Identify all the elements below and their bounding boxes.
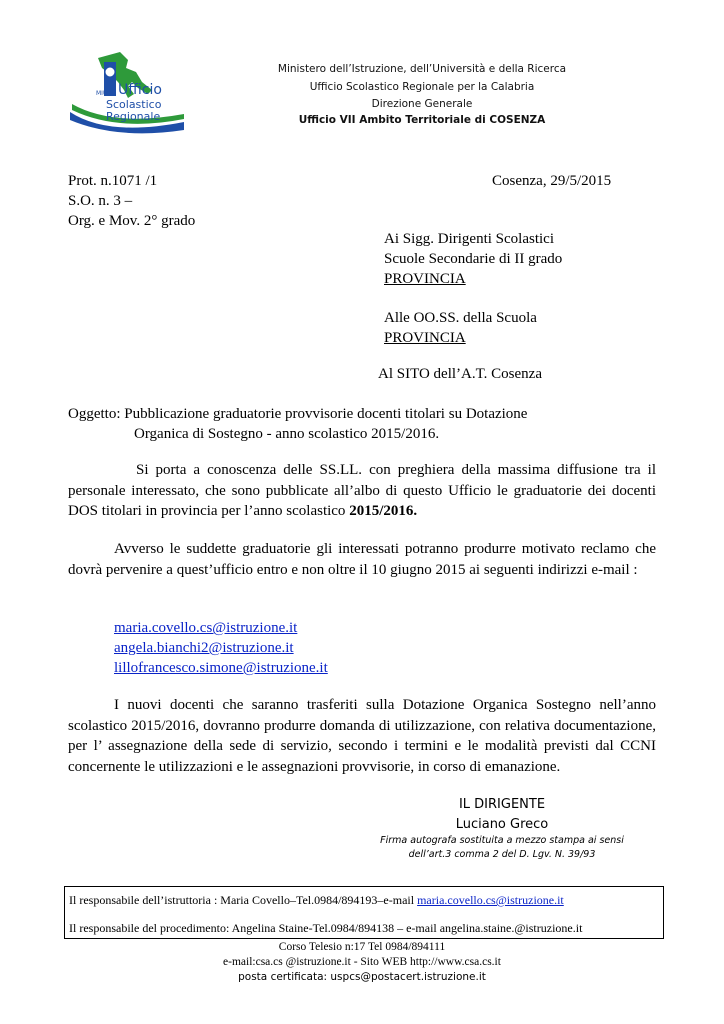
- logo-line3: Regionale: [106, 110, 161, 123]
- responsibles-box: [64, 886, 664, 939]
- header-ambito: Ufficio VII Ambito Territoriale di COSENZA: [298, 114, 546, 126]
- logo-line1: Ufficio: [118, 82, 162, 98]
- paragraph-reclamo-text: Avverso le suddette graduatorie gli interessati potranno produrre motivato reclamo che dovrà pervenire a quest’ufficio entro e non oltre il 10 giugno 2015 ai seguenti indirizzi e-mail :: [68, 541, 656, 578]
- header-office: Ufficio Scolastico Regionale per la Calabria: [309, 81, 535, 93]
- responsible-istruttoria-email[interactable]: maria.covello.cs@istruzione.it: [417, 893, 564, 907]
- subject-line1: Oggetto: Pubblicazione graduatorie provvisorie docenti titolari su Dotazione: [68, 406, 528, 422]
- recipient-dirigenti: Ai Sigg. Dirigenti Scolastici: [384, 231, 554, 247]
- signature-title: IL DIRIGENTE: [458, 797, 546, 812]
- responsible-istruttoria: [69, 892, 564, 908]
- email-link-bianchi[interactable]: angela.bianchi2@istruzione.it: [114, 640, 294, 656]
- paragraph-new-teachers: [68, 695, 656, 777]
- signature-note-1: Firma autografa sostituita a mezzo stampa ai sensi: [380, 835, 624, 846]
- header-ministry: Ministero dell’Istruzione, dell’Università e della Ricerca: [277, 63, 567, 75]
- place-date: Cosenza, 29/5/2015: [492, 173, 612, 189]
- office-logo: [68, 42, 186, 134]
- footer-address: Corso Telesio n:17 Tel 0984/894111: [278, 941, 446, 953]
- recipient-sito: Al SITO dell’A.T. Cosenza: [378, 366, 542, 382]
- protocol-so: S.O. n. 3 –: [68, 193, 133, 209]
- paragraph-publication-text: Si porta a conoscenza delle SS.LL. con preghiera della massima diffusione tra il personale interessato, che sono pubblicate all’albo di questo Ufficio le graduatorie dei docenti DOS titolari in provincia per l’anno scolastico: [68, 462, 656, 519]
- signature-name: Luciano Greco: [455, 817, 549, 832]
- paragraph-new-teachers-text: I nuovi docenti che saranno trasferiti sulla Dotazione Organica Sostegno nell’anno scolastico 2015/2016, dovranno produrre domanda di utilizzazione, con relativa documentazione, per l’ assegnazione della sede di servizio, secondo i termini e le modalità previsti dal CCNI concernente le utilizzazioni e le assegnazioni provvisorie, in corso di emanazione.: [68, 697, 656, 775]
- recipient-provincia-2: PROVINCIA: [384, 330, 466, 346]
- footer-pec: posta certificata: uspcs@postacert.istruzione.it: [238, 971, 486, 983]
- responsible-procedimento: Il responsabile del procedimento: Angelina Staine-Tel.0984/894138 – e-mail angelina.staine.@istruzione.it: [69, 921, 583, 935]
- logo-line2: Scolastico: [106, 98, 162, 111]
- logo-acronym: MIUR: [96, 90, 112, 97]
- recipient-scuole: Scuole Secondarie di II grado: [384, 251, 563, 267]
- header-direction: Direzione Generale: [371, 98, 473, 110]
- responsible-istruttoria-text: Il responsabile dell’istruttoria : Maria Covello–Tel.0984/894193–e-mail: [69, 893, 418, 907]
- email-link-covello[interactable]: maria.covello.cs@istruzione.it: [114, 620, 298, 636]
- school-year-bold: 2015/2016.: [349, 503, 418, 519]
- recipient-provincia-1: PROVINCIA: [384, 271, 466, 287]
- protocol-number: Prot. n.1071 /1: [68, 173, 158, 189]
- signature-note-2: dell’art.3 comma 2 del D. Lgv. N. 39/93: [408, 849, 596, 860]
- footer-email-web: e-mail:csa.cs @istruzione.it - Sito WEB http://www.csa.cs.it: [223, 956, 501, 968]
- protocol-org: Org. e Mov. 2° grado: [68, 213, 196, 229]
- paragraph-reclamo: [68, 539, 656, 580]
- subject-line2: Organica di Sostegno - anno scolastico 2015/2016.: [134, 426, 440, 442]
- email-link-simone[interactable]: lillofrancesco.simone@istruzione.it: [114, 660, 328, 676]
- paragraph-publication: [68, 460, 656, 522]
- recipient-ooss: Alle OO.SS. della Scuola: [384, 310, 537, 326]
